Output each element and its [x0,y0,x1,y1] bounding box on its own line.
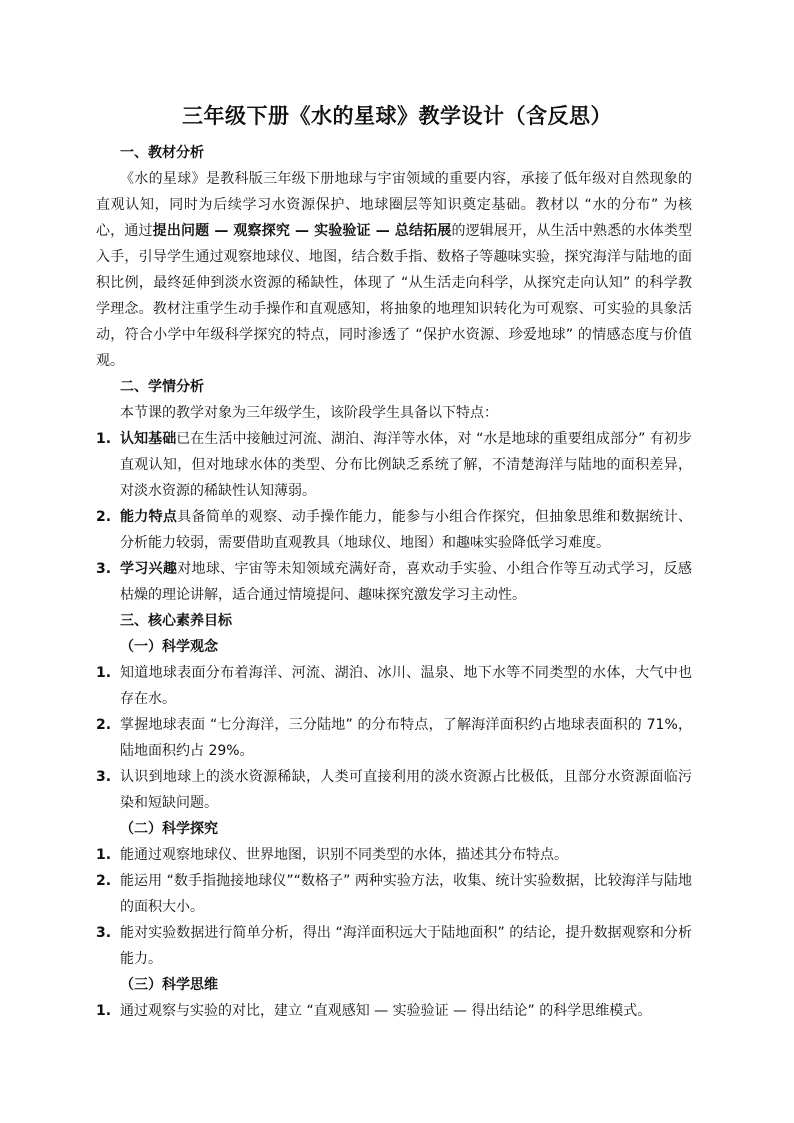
list-item-label: 认知基础 [120,431,177,447]
list-item-label: 能力特点 [120,509,178,525]
list-number: 1. [96,847,112,863]
list-item-text: 能通过观察地球仪、世界地图，识别不同类型的水体，描述其分布特点。 [120,847,568,863]
list-item [96,764,692,816]
list-item-text: 通过观察与实验的对比，建立 “直观感知 — 实验验证 — 得出结论” 的科学思维模式。 [120,1003,652,1019]
section-heading-core-goals: 三、核心素养目标 [120,613,232,629]
list-item-label: 学习兴趣 [120,561,178,577]
list-item [96,504,692,556]
list-number: 1. [96,431,112,447]
list-item [96,842,692,868]
section-heading-student-analysis: 二、学情分析 [120,379,204,395]
list-number: 3. [96,769,112,785]
list-number: 3. [96,561,112,577]
list-item-text: 能对实验数据进行简单分析，得出 “海洋面积远大于陆地面积” 的结论，提升数据观察和分析能力。 [120,925,692,967]
list-item-text: 已在生活中接触过河流、湖泊、海洋等水体，对 “水是地球的重要组成部分” 有初步直观认知，但对地球水体的类型、分布比例缺乏系统了解，不清楚海洋与陆地的面积差异，对淡水资源的稀缺性认知薄弱。 [120,431,693,499]
list-item [96,426,692,504]
list-item-text: 认识到地球上的淡水资源稀缺，人类可直接利用的淡水资源占比极低，且部分水资源面临污染和短缺问题。 [120,769,692,811]
paragraph-text-continued: 的逻辑展开，从生活中熟悉的水体类型入手，引导学生通过观察地球仪、地图，结合数手指、数格子等趣味实验，探究海洋与陆地的面积比例，最终延伸到淡水资源的稀缺性，体现了 “从生活走向科学，从探究走向认知” 的科学教学理念。教材注重学生动手操作和直观感知，将抽象的地理知识转化为可观察、可实验的具象活动，符合小学中年级科学探究的特点，同时渗透了 “保护水资源、珍爱地球” 的情感态度与价值观。 [96,223,693,369]
list-item-text: 掌握地球表面 “七分海洋，三分陆地” 的分布特点，了解海洋面积约占地球表面积的 71%，陆地面积约占 29%。 [120,717,692,759]
student-analysis-intro: 本节课的教学对象为三年级学生，该阶段学生具备以下特点： [120,405,498,421]
subsection-heading-science-concepts: （一）科学观念 [120,639,218,655]
list-item-text: 具备简单的观察、动手操作能力，能参与小组合作探究，但抽象思维和数据统计、分析能力较弱，需要借助直观教具（地球仪、地图）和趣味实验降低学习难度。 [120,509,693,551]
list-item [96,920,692,972]
list-item [96,712,692,764]
list-number: 2. [96,873,112,889]
list-item [96,660,692,712]
list-number: 2. [96,717,112,733]
list-item [96,868,692,920]
list-item-text: 能运用 “数手指抛接地球仪”“数格子” 两种实验方法，收集、统计实验数据，比较海洋与陆地的面积大小。 [120,873,692,915]
list-number: 1. [96,665,112,681]
list-number: 2. [96,509,112,525]
document-title: 三年级下册《水的星球》教学设计（含反思） [182,104,612,128]
list-item-text: 对地球、宇宙等未知领域充满好奇，喜欢动手实验、小组合作等互动式学习，反感枯燥的理论讲解，适合通过情境提问、趣味探究激发学习主动性。 [120,561,693,603]
subsection-heading-science-inquiry: （二）科学探究 [120,821,218,837]
list-number: 3. [96,925,112,941]
list-number: 1. [96,1003,112,1019]
textbook-analysis-paragraph [96,166,692,374]
list-item-text: 知道地球表面分布着海洋、河流、湖泊、冰川、温泉、地下水等不同类型的水体，大气中也存在水。 [120,665,692,707]
section-heading-textbook-analysis: 一、教材分析 [120,145,204,161]
list-item [96,556,692,608]
list-item [96,998,692,1024]
paragraph-text: 《水的星球》是教科版三年级下册地球与宇宙领域的重要内容，承接了低年级对自然现象的直观认知，同时为后续学习水资源保护、地球圈层等知识奠定基础。教材以 “水的分布” 为核心，通过 [96,171,692,239]
subsection-heading-science-thinking: （三）科学思维 [120,977,218,993]
document-body [96,140,692,1024]
paragraph-bold-phrase: 提出问题 — 观察探究 — 实验验证 — 总结拓展 [152,223,452,239]
